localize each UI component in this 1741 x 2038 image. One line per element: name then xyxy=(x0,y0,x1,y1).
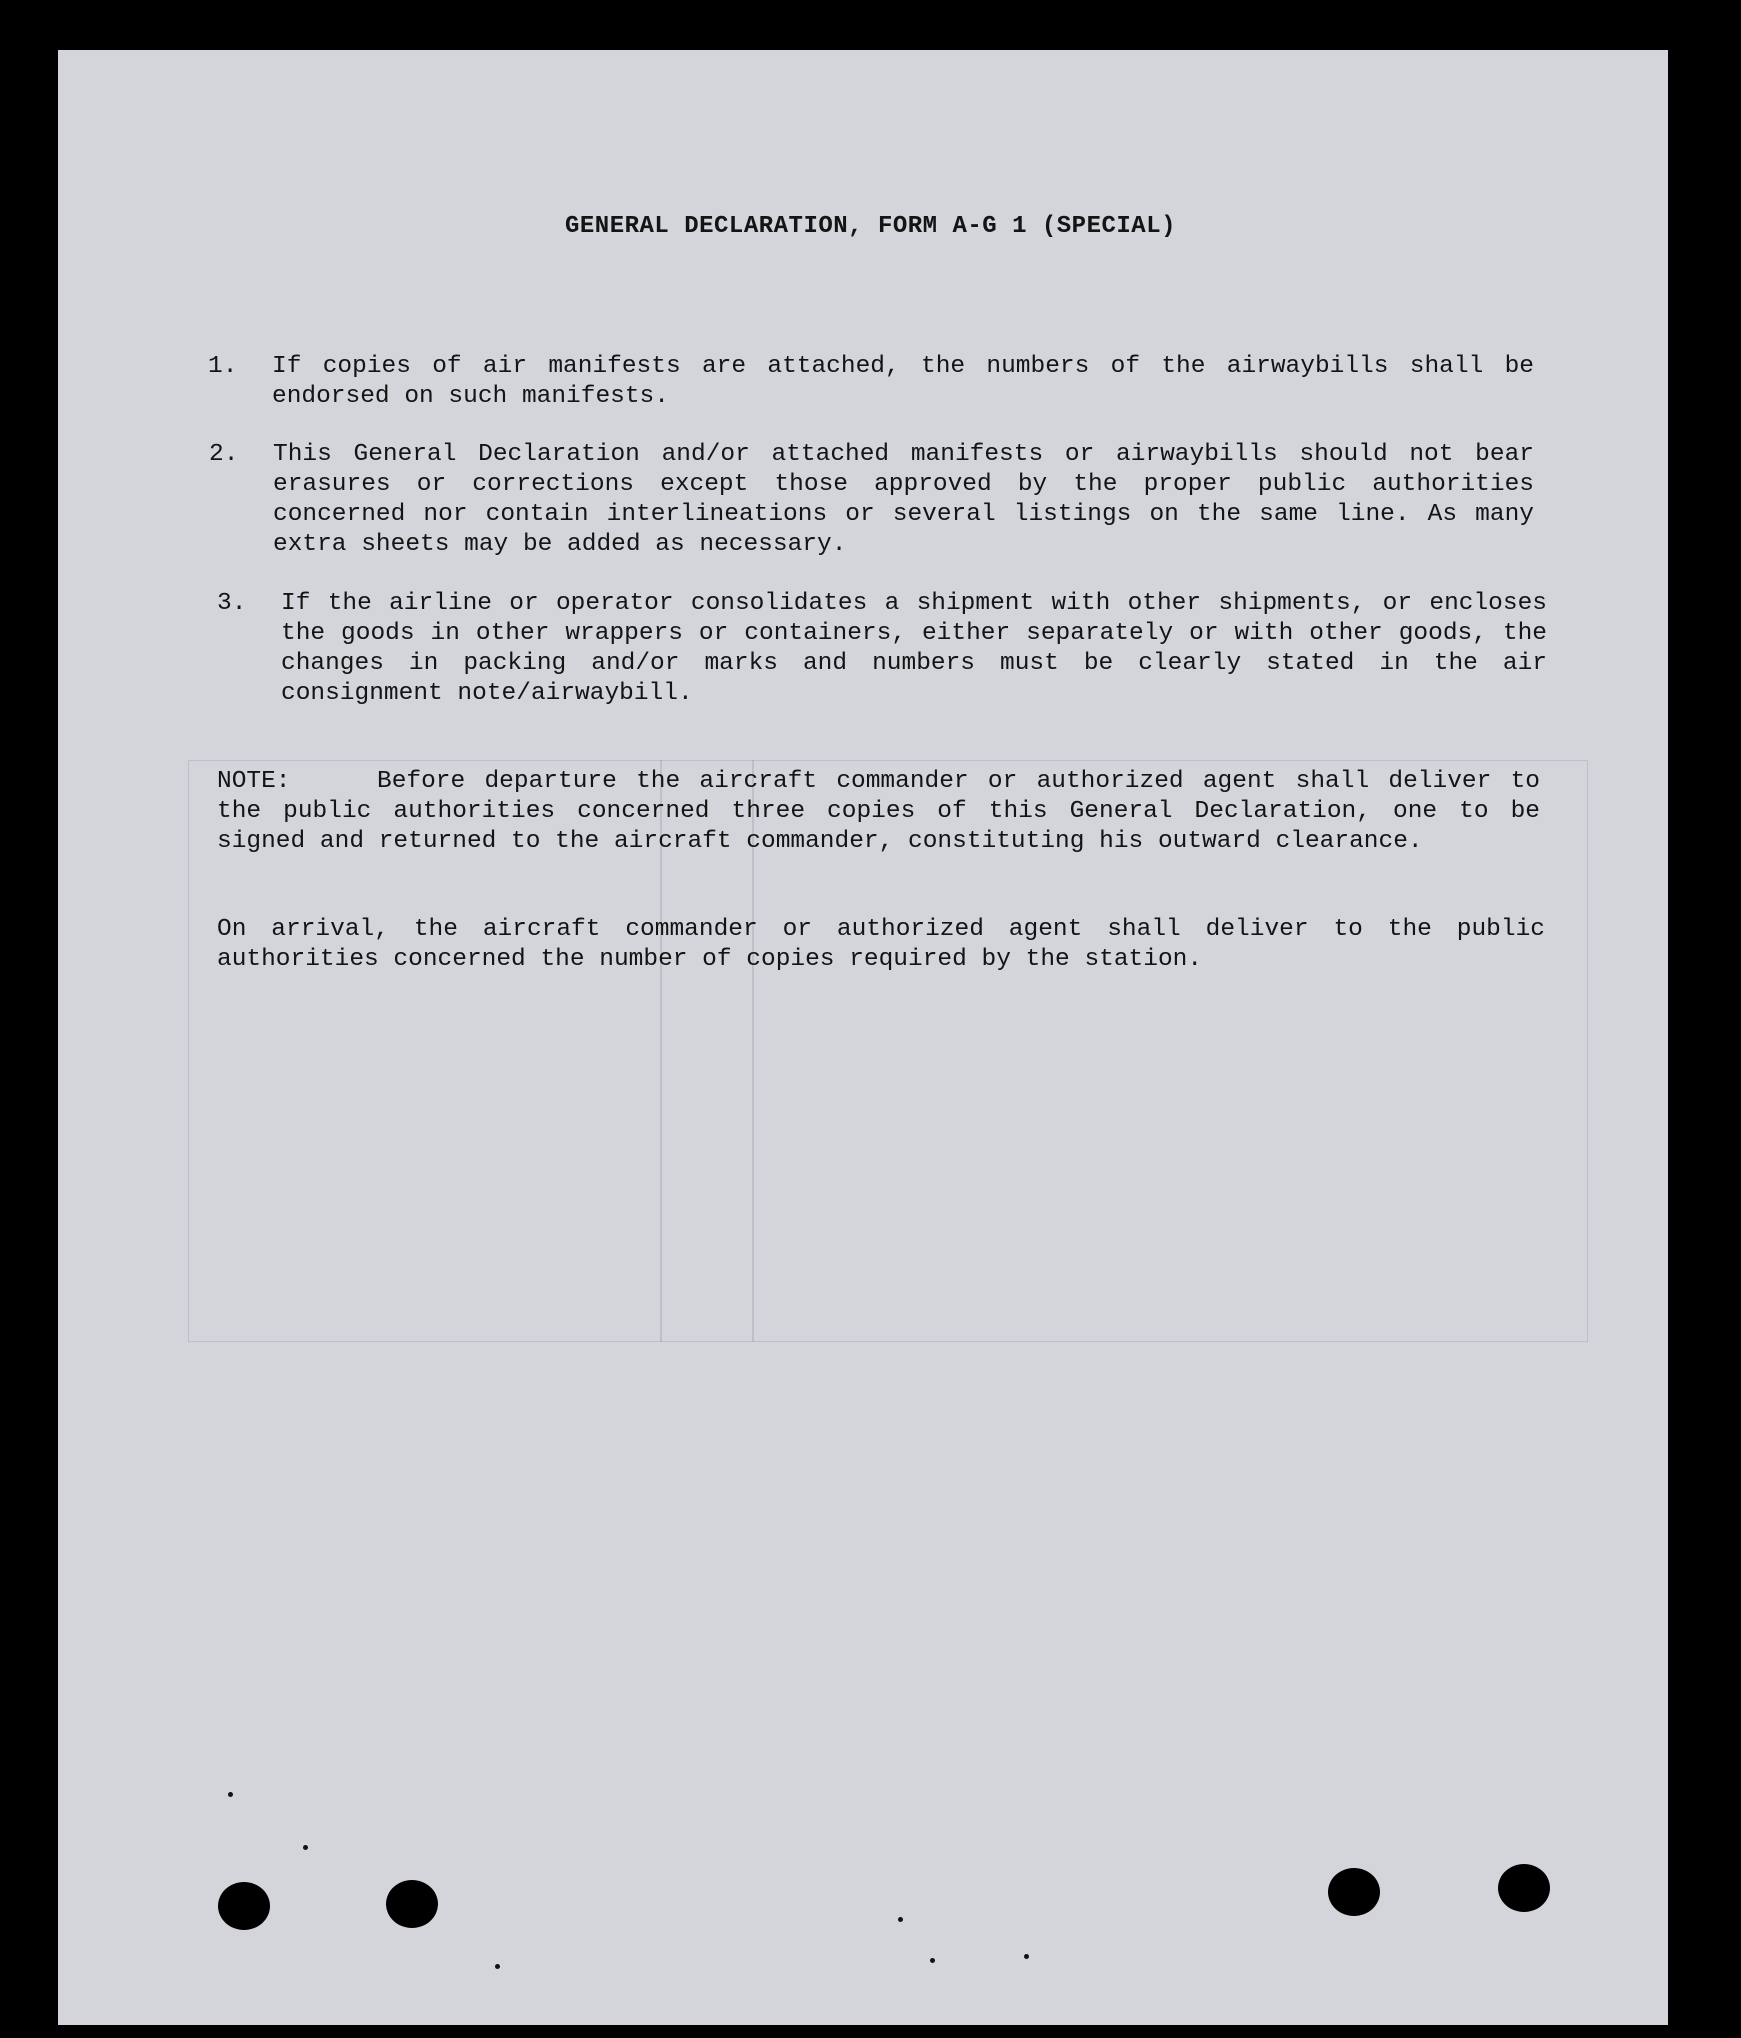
item-number: 1. xyxy=(208,353,238,380)
note-paragraph xyxy=(217,767,1540,857)
arrival-paragraph xyxy=(217,915,1545,975)
list-item xyxy=(217,589,1547,709)
item-text: If copies of air manifests are attached, the numbers of the airwaybills shall be endorsed on such manifests. xyxy=(272,353,1534,410)
punch-hole xyxy=(386,1880,438,1928)
item-text: If the airline or operator consolidates a shipment with other shipments, or encloses the goods in other wrappers or containers, either separately or with other goods, the changes in packing and/or marks and numbers must be clearly stated in the air consignment note/airwaybill. xyxy=(281,590,1547,707)
speck xyxy=(1024,1954,1029,1959)
list-item xyxy=(209,440,1534,560)
speck xyxy=(930,1958,935,1963)
punch-hole xyxy=(1498,1864,1550,1912)
note-text: Before departure the aircraft commander or authorized agent shall deliver to the public authorities concerned three copies of this General Declaration, one to be signed and returned to the aircraft commander, constituting his outward clearance. xyxy=(217,768,1540,855)
item-number: 2. xyxy=(209,441,239,468)
arrival-text: On arrival, the aircraft commander or authorized agent shall deliver to the public authorities concerned the number of copies required by the station. xyxy=(217,916,1545,973)
list-item xyxy=(208,352,1534,412)
speck xyxy=(303,1845,308,1850)
item-number: 3. xyxy=(217,590,247,617)
speck xyxy=(898,1917,903,1922)
document-title: GENERAL DECLARATION, FORM A-G 1 (SPECIAL) xyxy=(565,213,1176,240)
speck xyxy=(495,1964,500,1969)
item-text: This General Declaration and/or attached manifests or airwaybills should not bear erasures or corrections except those approved by the proper public authorities concerned nor contain interlineations or several listings on the same line. As many extra sheets may be added as necessary. xyxy=(273,441,1534,558)
punch-hole xyxy=(1328,1868,1380,1916)
note-label: NOTE: xyxy=(217,768,291,795)
punch-hole xyxy=(218,1882,270,1930)
speck xyxy=(228,1792,233,1797)
